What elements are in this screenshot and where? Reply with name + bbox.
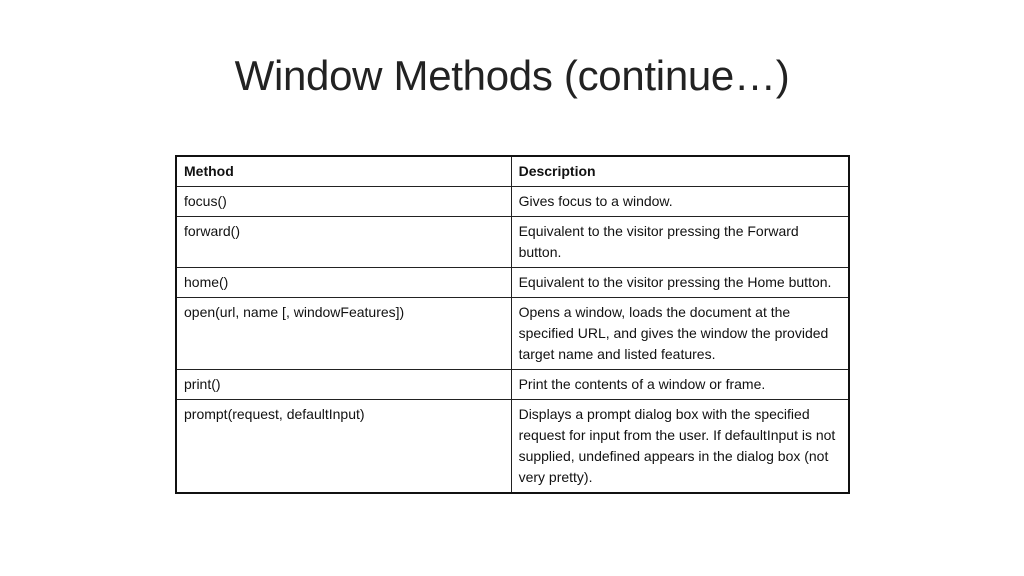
slide-title: Window Methods (continue…) bbox=[234, 52, 790, 99]
table-row bbox=[176, 400, 849, 494]
table-row bbox=[176, 187, 849, 217]
method-cell: print() bbox=[176, 370, 511, 400]
header-description: Description bbox=[511, 156, 849, 187]
header-method: Method bbox=[176, 156, 511, 187]
method-cell: prompt(request, defaultInput) bbox=[176, 400, 511, 494]
description-cell: Displays a prompt dialog box with the specified request for input from the user. If defaultInput is not supplied, undefined appears in the dialog box (not very pretty). bbox=[511, 400, 849, 494]
method-cell: open(url, name [, windowFeatures]) bbox=[176, 298, 511, 370]
description-cell: Equivalent to the visitor pressing the Home button. bbox=[511, 268, 849, 298]
description-cell: Gives focus to a window. bbox=[511, 187, 849, 217]
method-cell: forward() bbox=[176, 217, 511, 268]
method-cell: focus() bbox=[176, 187, 511, 217]
description-cell: Equivalent to the visitor pressing the Forward button. bbox=[511, 217, 849, 268]
table-row bbox=[176, 217, 849, 268]
table-row bbox=[176, 268, 849, 298]
description-cell: Print the contents of a window or frame. bbox=[511, 370, 849, 400]
table-row bbox=[176, 298, 849, 370]
methods-table bbox=[175, 155, 850, 494]
method-cell: home() bbox=[176, 268, 511, 298]
table-header-row bbox=[176, 156, 849, 187]
table-row bbox=[176, 370, 849, 400]
description-cell: Opens a window, loads the document at the specified URL, and gives the window the provided target name and listed features. bbox=[511, 298, 849, 370]
